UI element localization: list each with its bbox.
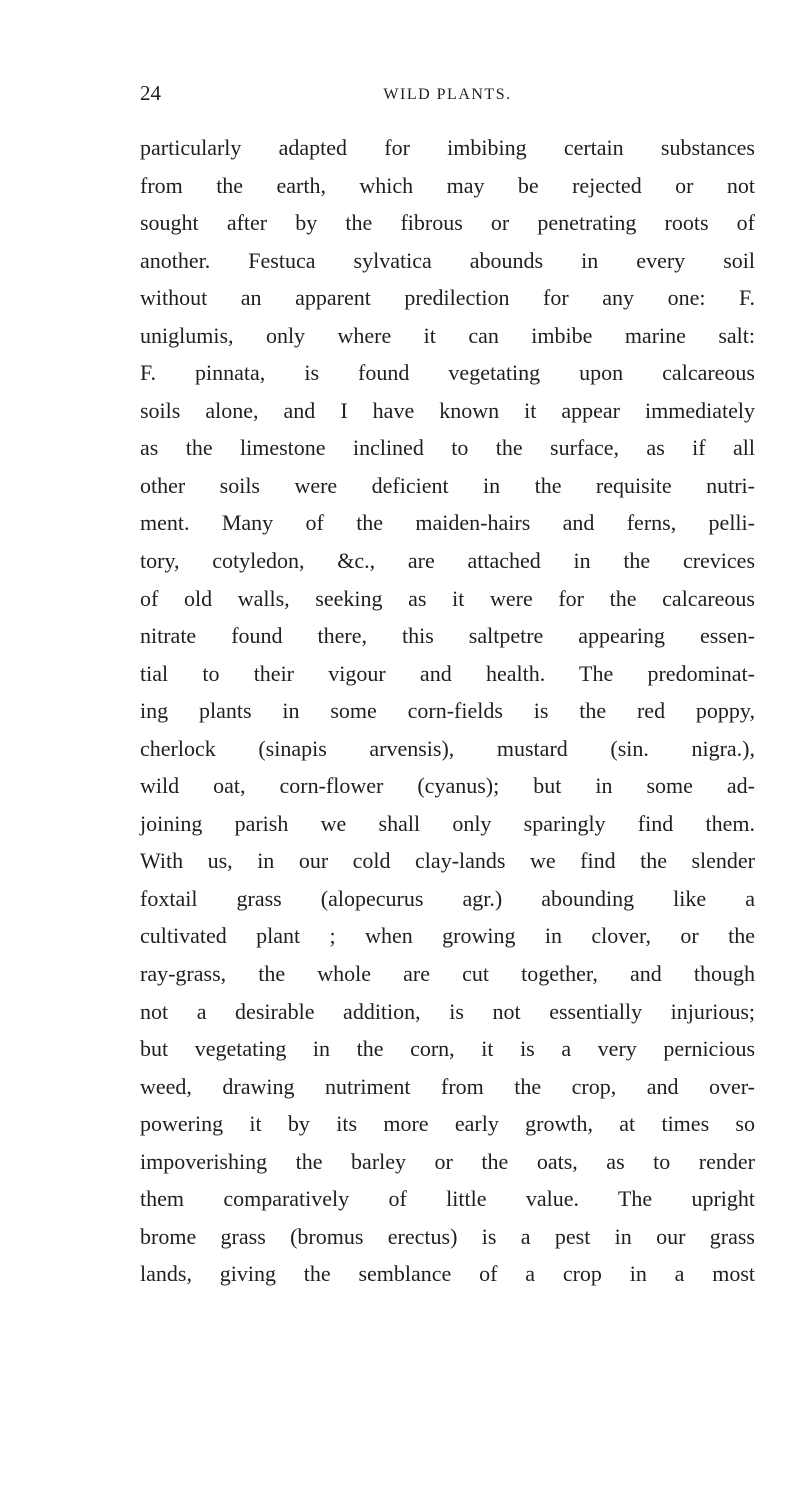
text-line: uniglumis, only where it can imbibe marine salt:: [140, 322, 755, 348]
text-line: not a desirable addition, is not essentially injurious;: [140, 998, 755, 1024]
text-line: from the earth, which may be rejected or not: [140, 172, 755, 198]
text-line: cultivated plant ; when growing in clover, or the: [140, 923, 755, 949]
text-line: them comparatively of little value. The upright: [140, 1186, 755, 1212]
text-line: tial to their vigour and health. The predominat-: [140, 660, 755, 686]
text-line: cherlock (sinapis arvensis), mustard (sin. nigra.),: [140, 735, 755, 761]
text-line: brome grass (bromus erectus) is a pest in our grass: [140, 1223, 755, 1249]
text-line: nitrate found there, this saltpetre appearing essen-: [140, 623, 755, 649]
text-line: lands, giving the semblance of a crop in a most: [140, 1261, 755, 1287]
text-line: soils alone, and I have known it appear immediately: [140, 397, 755, 423]
text-line: ray-grass, the whole are cut together, and though: [140, 961, 755, 987]
text-line: wild oat, corn-flower (cyanus); but in some ad-: [140, 773, 755, 799]
text-line: but vegetating in the corn, it is a very pernicious: [140, 1036, 755, 1062]
text-line: F. pinnata, is found vegetating upon calcareous: [140, 360, 755, 386]
text-line: ment. Many of the maiden-hairs and ferns, pelli-: [140, 510, 755, 536]
text-line: impoverishing the barley or the oats, as to render: [140, 1148, 755, 1174]
text-line: With us, in our cold clay-lands we find the slender: [140, 848, 755, 874]
text-line: another. Festuca sylvatica abounds in every soil: [140, 247, 755, 273]
text-line: without an apparent predilection for any one: F.: [140, 285, 755, 311]
body-text: [140, 129, 755, 1293]
page-number: 24: [140, 81, 161, 105]
text-line: sought after by the fibrous or penetrating roots of: [140, 210, 755, 236]
text-line: weed, drawing nutriment from the crop, and over-: [140, 1073, 755, 1099]
text-line: particularly adapted for imbibing certain substances: [140, 135, 755, 160]
text-line: tory, cotyledon, &c., are attached in the crevices: [140, 548, 755, 574]
text-line: other soils were deficient in the requisite nutri-: [140, 472, 755, 498]
text-line: of old walls, seeking as it were for the calcareous: [140, 585, 755, 611]
page-header: [140, 78, 755, 108]
text-line: foxtail grass (alopecurus agr.) abounding like a: [140, 885, 755, 911]
text-line: as the limestone inclined to the surface, as if all: [140, 435, 755, 461]
text-line: powering it by its more early growth, at times so: [140, 1111, 755, 1137]
text-line: ing plants in some corn-fields is the red poppy,: [140, 698, 755, 724]
text-line: joining parish we shall only sparingly find them.: [140, 810, 755, 836]
running-head: WILD PLANTS.: [383, 86, 512, 103]
